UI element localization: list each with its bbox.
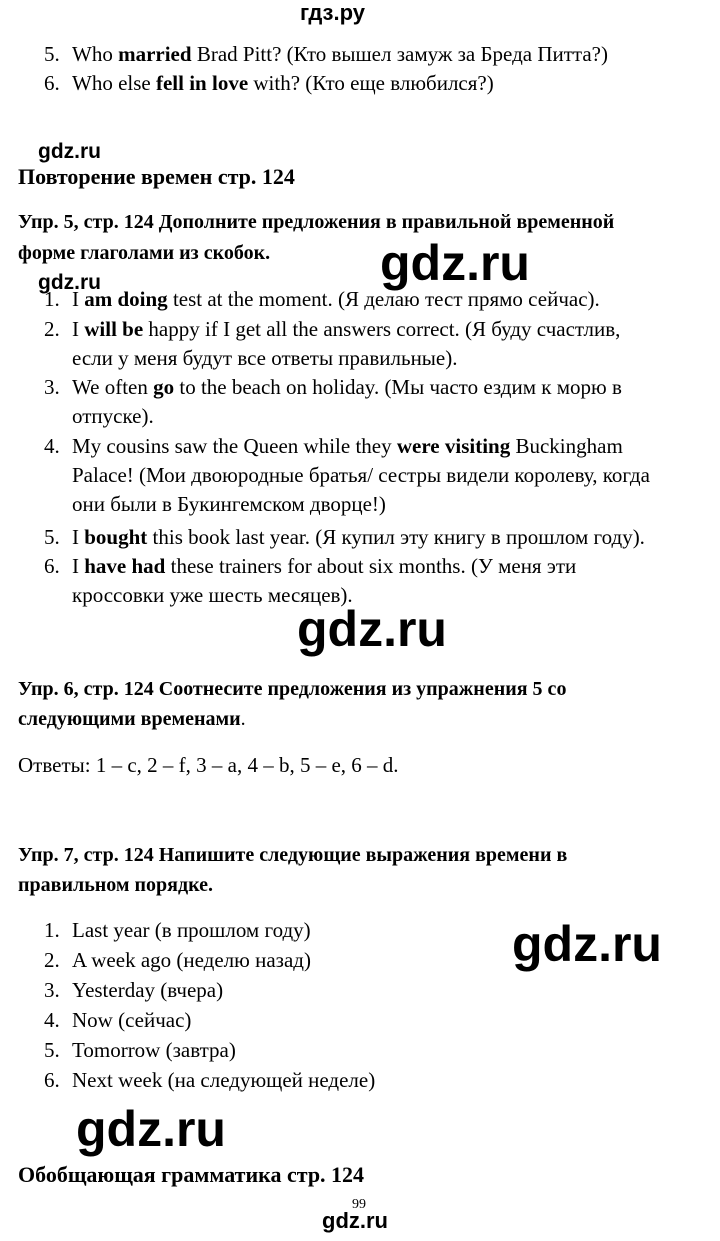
list-item: 6. I have had these trainers for about six months. (У меня эти кроссовки уже шесть месяцев). xyxy=(44,554,577,607)
watermark: gdz.ru xyxy=(512,916,662,972)
list-item: 1. I am doing test at the moment. (Я делаю тест прямо сейчас). xyxy=(44,287,600,311)
list-item: 6. Next week (на следующей неделе) xyxy=(44,1068,376,1092)
exercise-6-title-line2: следующими временами. xyxy=(18,708,246,730)
list-item: 2. I will be happy if I get all the answers correct. (Я буду счастлив, если у меня будут все ответы правильные). xyxy=(44,317,621,370)
section-title: Повторение времен стр. 124 xyxy=(18,164,295,189)
list-item: 4. Now (сейчас) xyxy=(44,1008,192,1032)
list-item: 5. Who married Brad Pitt? (Кто вышел замуж за Бреда Питта?) xyxy=(44,42,608,66)
watermark: gdz.ru xyxy=(76,1101,226,1157)
footer-title: Обобщающая грамматика стр. 124 xyxy=(18,1162,365,1187)
watermark: gdz.ru xyxy=(322,1208,388,1233)
exercise-5-title-line1: Упр. 5, стр. 124 Дополните предложения в правильной временной xyxy=(18,211,615,233)
page-number: 99 xyxy=(352,1197,366,1212)
list-item: 2. A week ago (неделю назад) xyxy=(44,948,311,972)
list-item: 1. Last year (в прошлом году) xyxy=(44,918,311,942)
watermark: gdz.ru xyxy=(297,601,447,657)
watermark: gdz.ru xyxy=(380,235,530,291)
exercise-7-title-line2: правильном порядке. xyxy=(18,874,214,896)
list-item: 5. Tomorrow (завтра) xyxy=(44,1038,236,1062)
exercise-5-title-line2: форме глаголами из скобок. xyxy=(18,242,271,264)
header-watermark: гдз.ру xyxy=(300,0,365,25)
answers: Ответы: 1 – c, 2 – f, 3 – a, 4 – b, 5 – e, 6 – d. xyxy=(18,753,399,777)
list-item: 3. We often go to the beach on holiday. (Мы часто ездим к морю в отпуске). xyxy=(44,375,622,428)
list-item: 5. I bought this book last year. (Я купил эту книгу в прошлом году). xyxy=(44,525,645,549)
watermark: gdz.ru xyxy=(38,140,101,163)
list-item: 3. Yesterday (вчера) xyxy=(44,978,224,1002)
exercise-6-title-line1: Упр. 6, стр. 124 Соотнесите предложения из упражнения 5 со xyxy=(18,678,567,700)
watermark: gdz.ru xyxy=(38,271,101,294)
list-item: 6. Who else fell in love with? (Кто еще влюбился?) xyxy=(44,71,494,95)
exercise-7-title-line1: Упр. 7, стр. 124 Напишите следующие выражения времени в xyxy=(18,844,568,866)
list-item: 4. My cousins saw the Queen while they were visiting Buckingham Palace! (Мои двоюродные братья/ сестры видели королеву, когда они были в Букингемском дворце!) xyxy=(44,434,650,516)
